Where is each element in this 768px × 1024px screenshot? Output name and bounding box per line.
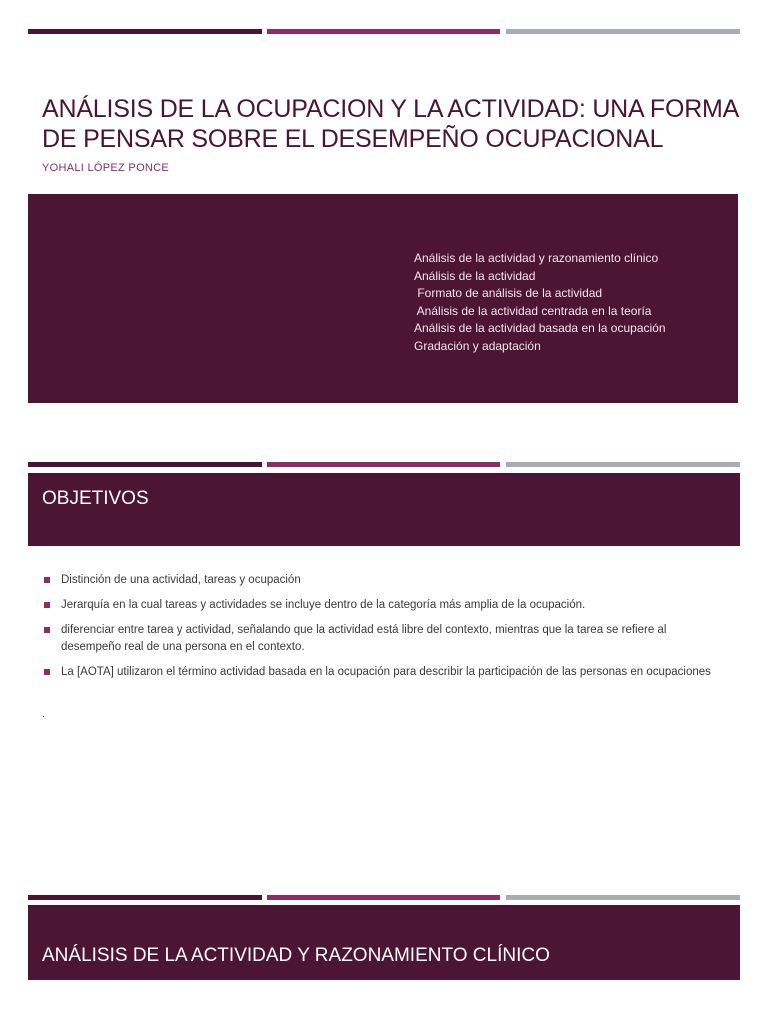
trailing-mark: . bbox=[42, 708, 46, 720]
toc-item: Gradación y adaptación bbox=[414, 338, 541, 353]
toc-item: Análisis de la actividad y razonamiento clínico bbox=[414, 251, 659, 265]
list-item: diferenciar entre tarea y actividad, señalando que la actividad está libre del contexto, mientras que la tarea se refiere al desempeño real de una persona en el contexto. bbox=[44, 622, 716, 656]
accent-bar-gray bbox=[506, 895, 740, 900]
accent-bar-dark bbox=[28, 462, 262, 467]
slide-title: ANÁLISIS DE LA OCUPACION Y LA ACTIVIDAD: UNA FORMA DE PENSAR SOBRE EL DESEMPEÑO OCUPACIONAL bbox=[42, 95, 738, 153]
top-accent-bars bbox=[28, 29, 740, 34]
toc-item: Formato de análisis de la actividad bbox=[414, 286, 603, 300]
square-bullet-icon bbox=[44, 627, 50, 633]
accent-bar-magenta bbox=[267, 462, 500, 467]
accent-bar-gray bbox=[506, 29, 740, 34]
toc-item: Análisis de la actividad bbox=[414, 268, 536, 283]
objectives-title: OBJETIVOS bbox=[42, 488, 149, 509]
accent-bar-dark bbox=[28, 29, 262, 34]
contents-panel bbox=[28, 194, 738, 403]
toc-item: Análisis de la actividad basada en la ocupación bbox=[414, 321, 666, 335]
slide-author: YOHALI LÓPEZ PONCE bbox=[42, 162, 170, 174]
square-bullet-icon bbox=[44, 577, 50, 583]
list-item: Jerarquía en la cual tareas y actividades se incluye dentro de la categoría más amplia de la ocupación. bbox=[44, 597, 716, 614]
section-accent-bars bbox=[28, 895, 740, 900]
list-item: La [AOTA] utilizaron el término actividad basada en la ocupación para describir la participación de las personas en ocupaciones bbox=[44, 664, 716, 681]
clinical-reasoning-title: ANÁLISIS DE LA ACTIVIDAD Y RAZONAMIENTO CLÍNICO bbox=[42, 945, 550, 966]
list-item: Distinción de una actividad, tareas y ocupación bbox=[44, 572, 716, 589]
clinical-reasoning-header bbox=[28, 905, 740, 980]
square-bullet-icon bbox=[44, 669, 50, 675]
accent-bar-magenta bbox=[267, 895, 500, 900]
accent-bar-magenta bbox=[267, 29, 500, 34]
section-accent-bars bbox=[28, 462, 740, 467]
square-bullet-icon bbox=[44, 602, 50, 608]
objectives-list bbox=[44, 572, 716, 689]
table-of-contents bbox=[414, 250, 734, 355]
objectives-header bbox=[28, 473, 740, 546]
accent-bar-dark bbox=[28, 895, 262, 900]
toc-item: Análisis de la actividad centrada en la teoría bbox=[414, 303, 652, 318]
accent-bar-gray bbox=[506, 462, 740, 467]
